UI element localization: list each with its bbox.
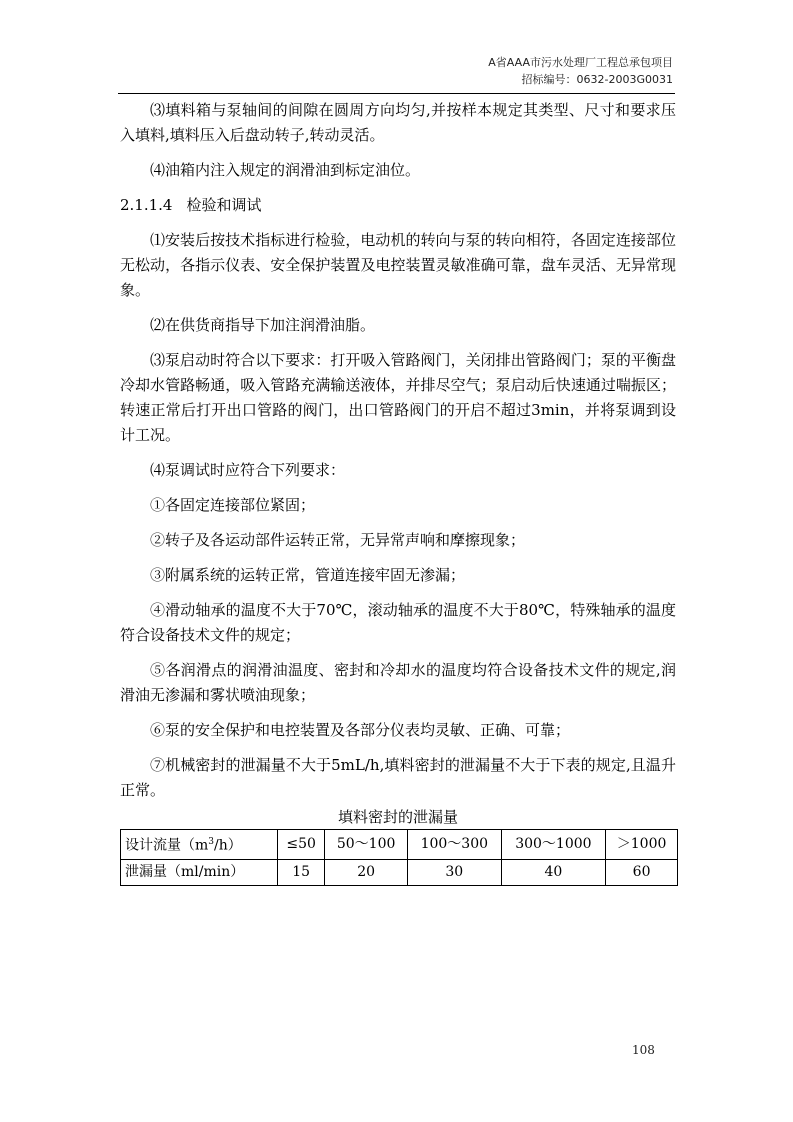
table-row xyxy=(121,830,678,860)
paragraph-pump-start: ⑶泵启动时符合以下要求：打开吸入管路阀门，关闭排出管路阀门；泵的平衡盘冷却水管路畅通，吸入管路充满输送液体，并排尽空气；泵启动后快速通过喘振区；转速正常后打开出口管路的阀门，出口管路阀门的开启不超过3min，并将泵调到设计工况。 xyxy=(120,351,676,444)
section-title: 检验和调试 xyxy=(186,196,262,214)
leakage-table xyxy=(120,829,678,886)
list-item: ⑤各润滑点的润滑油温度、密封和冷却水的温度均符合设备技术文件的规定,润滑油无渗漏和雾状喷油现象； xyxy=(120,661,676,704)
row-header-flow: 设计流量$(m^3/h)$ xyxy=(121,830,278,860)
list-item: ⑦机械密封的泄漏量不大于5mL/h,填料密封的泄漏量不大于下表的规定,且温升正常。 xyxy=(120,756,676,799)
paragraph-requirements: ⑷泵调试时应符合下列要求： xyxy=(150,461,346,479)
table-cell: 30 xyxy=(407,859,501,885)
section-number: 2.1.1.4 xyxy=(120,196,173,214)
page-header xyxy=(488,54,673,88)
table-cell: ＞1000 xyxy=(606,830,678,860)
list-item: ④滑动轴承的温度不大于70℃，滚动轴承的温度不大于80℃，特殊轴承的温度符合设备技术文件的规定； xyxy=(120,601,676,644)
list-item: ③附属系统的运转正常，管道连接牢固无渗漏； xyxy=(150,566,466,584)
section-heading xyxy=(120,193,676,218)
table-cell: ≤50 xyxy=(278,830,325,860)
table-title: 填料密封的泄漏量 xyxy=(337,808,458,826)
document-body xyxy=(120,98,676,886)
table-cell: 60 xyxy=(606,859,678,885)
list-item: ⑥泵的安全保护和电控装置及各部分仪表均灵敏、正确、可靠； xyxy=(150,721,571,739)
paragraph-inspection: ⑴安装后按技术指标进行检验，电动机的转向与泵的转向相符，各固定连接部位无松动，各指示仪表、安全保护装置及电控装置灵敏准确可靠，盘车灵活、无异常现象。 xyxy=(120,231,676,299)
table-cell: 100～300 xyxy=(407,830,501,860)
header-bid-number: 招标编号：0632-2003G0031 xyxy=(521,73,673,86)
table-cell: 50～100 xyxy=(325,830,408,860)
header-project-title: A省AAA市污水处理厂工程总承包项目 xyxy=(488,56,673,69)
paragraph-oil-tank: ⑷油箱内注入规定的润滑油到标定油位。 xyxy=(150,161,421,179)
page-number: 108 xyxy=(632,1043,655,1057)
list-item: ②转子及各运动部件运转正常，无异常声响和摩擦现象； xyxy=(150,531,526,549)
header-divider xyxy=(118,93,675,94)
table-cell: 20 xyxy=(325,859,408,885)
paragraph-grease: ⑵在供货商指导下加注润滑油脂。 xyxy=(150,316,376,334)
table-cell: 15 xyxy=(278,859,325,885)
table-row xyxy=(121,859,678,885)
table-cell: 300～1000 xyxy=(501,830,606,860)
row-header-leakage: 泄漏量（ml/min） xyxy=(121,859,278,885)
paragraph-packing-box: ⑶填料箱与泵轴间的间隙在圆周方向均匀,并按样本规定其类型、尺寸和要求压入填料,填料压入后盘动转子,转动灵活。 xyxy=(120,101,676,144)
list-item: ①各固定连接部位紧固； xyxy=(150,496,316,514)
table-cell: 40 xyxy=(501,859,606,885)
